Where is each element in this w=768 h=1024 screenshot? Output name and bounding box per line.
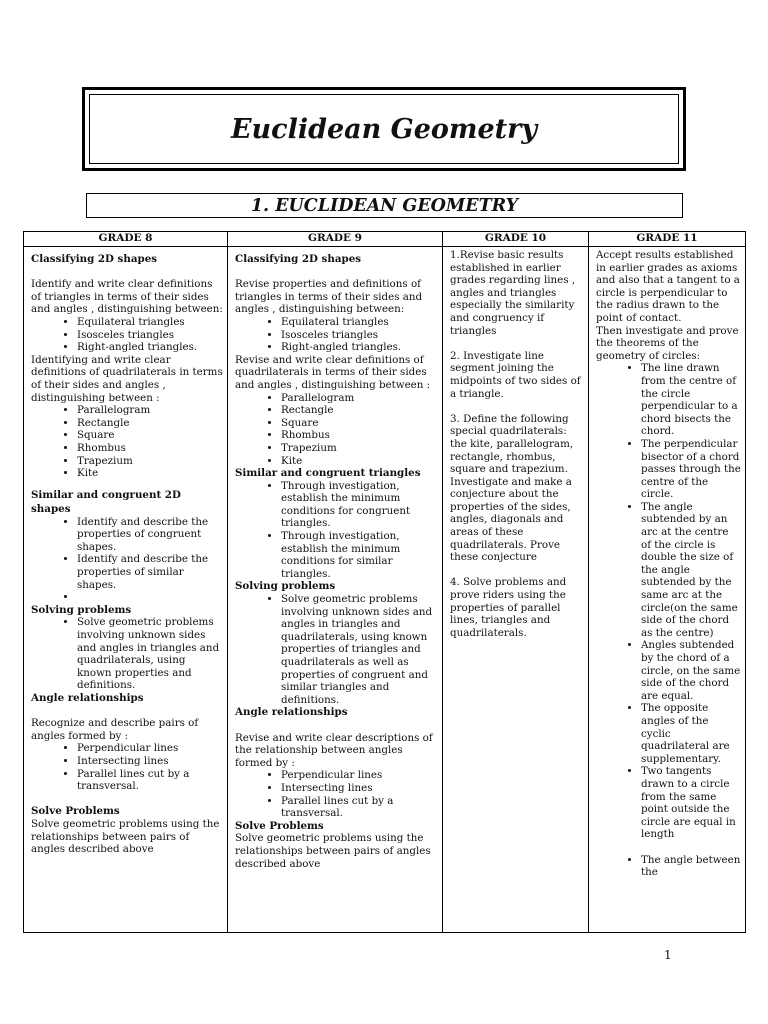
- list-item: • Kite: [281, 455, 438, 468]
- g10-point-2: 2. Investigate line segment joining the midpoints of two sides of a triangle.: [450, 349, 581, 400]
- list-item: • Trapezium: [281, 442, 438, 455]
- g8-similar-list: [31, 516, 223, 604]
- title-box: [82, 87, 686, 171]
- list-item: • Perpendicular lines: [77, 742, 223, 755]
- g8-solve-problems-text: Solve geometric problems using the relationships between pairs of angles described above: [31, 817, 220, 856]
- list-item: • Identify and describe the properties of similar shapes.: [77, 553, 223, 591]
- g9-quadrilaterals-intro: Revise and write clear definitions of quadrilaterals in terms of their sides and angles , distinguishing between :: [235, 353, 431, 391]
- g9-heading-angles: Angle relationships: [235, 706, 348, 719]
- grade-8-cell: [24, 247, 228, 933]
- list-item: • Through investigation, establish the minimum conditions for similar triangles.: [281, 530, 438, 580]
- page-number: 1: [664, 948, 672, 962]
- list-item: • Parallelogram: [77, 404, 223, 417]
- g8-quadrilaterals-intro: Identifying and write clear definitions of quadrilaterals in terms of their sides and angles , distinguishing between :: [31, 353, 223, 404]
- list-item: • The angle subtended by an arc at the centre of the circle is double the size of the angle subtended by the same arc at the circle(on the same side of the chord as the centre): [641, 501, 741, 640]
- g9-angles-list: [235, 769, 438, 819]
- list-item: • Rhombus: [77, 442, 223, 455]
- g9-triangle-list: [235, 316, 438, 354]
- list-item: • Equilateral triangles: [281, 316, 438, 329]
- list-item: • Identify and describe the properties of congruent shapes.: [77, 516, 223, 554]
- g8-triangle-list: [31, 316, 223, 354]
- grade-9-cell: [228, 247, 443, 933]
- list-item-empty: [77, 591, 223, 604]
- list-item: • Rectangle: [77, 417, 223, 430]
- list-item: • Solve geometric problems involving unknown sides and angles in triangles and quadrilaterals, using known properties and definitions.: [77, 616, 223, 692]
- g8-heading-solving: Solving problems: [31, 603, 132, 616]
- g8-solving-list: [31, 616, 223, 692]
- list-item: • Kite: [77, 467, 223, 480]
- curriculum-table: [23, 231, 746, 933]
- list-item: • Intersecting lines: [77, 755, 223, 768]
- g9-heading-solving: Solving problems: [235, 580, 336, 593]
- title-inner-frame: [89, 94, 679, 164]
- grade-11-cell: [589, 247, 746, 933]
- list-item: • The perpendicular bisector of a chord passes through the centre of the circle.: [641, 438, 741, 501]
- g11-intro: Accept results established in earlier grades as axioms and also that a tangent to a circle is perpendicular to the radius drawn to the point of contact.: [596, 249, 740, 324]
- list-item: • Parallel lines cut by a transversal.: [281, 795, 438, 820]
- header-grade-9: GRADE 9: [228, 232, 443, 247]
- g8-heading-angles: Angle relationships: [31, 692, 144, 704]
- g11-investigate: Then investigate and prove the theorems of the geometry of circles:: [596, 324, 739, 362]
- g9-heading-solve-problems: Solve Problems: [235, 819, 324, 832]
- list-item: • The line drawn from the centre of the circle perpendicular to a chord bisects the chord.: [641, 362, 741, 438]
- g9-heading-classifying: Classifying 2D shapes: [235, 253, 362, 265]
- g10-point-3: 3. Define the following special quadrilaterals: the kite, parallelogram, rectangle, rhombus, square and trapezium. Investigate and make a conjecture about the properties of the sides, angles, diagonals and areas of these quadrilaterals. Prove these conjecture: [450, 412, 574, 564]
- header-grade-10: GRADE 10: [443, 232, 589, 247]
- list-item: • The angle between the: [641, 854, 741, 879]
- list-item: • Rectangle: [281, 404, 438, 417]
- g8-quadrilateral-list: [31, 404, 223, 480]
- g11-theorem-list: [596, 362, 741, 841]
- list-item: • Intersecting lines: [281, 782, 438, 795]
- header-grade-8: GRADE 8: [24, 232, 228, 247]
- g10-point-1: 1.Revise basic results established in earlier grades regarding lines , angles and triangles especially the similarity and congruency if triangles: [450, 249, 576, 337]
- list-item: • Perpendicular lines: [281, 769, 438, 782]
- g8-angles-list: [31, 742, 223, 792]
- g11-theorem-list-cont: [596, 854, 741, 879]
- g8-heading-solve-problems: Solve Problems: [31, 805, 120, 818]
- g9-triangles-intro: Revise properties and definitions of triangles in terms of their sides and angles , distinguishing between:: [235, 278, 423, 316]
- list-item: • Parallelogram: [281, 392, 438, 405]
- list-item: • Through investigation, establish the minimum conditions for congruent triangles.: [281, 480, 438, 530]
- list-item: • Right-angled triangles.: [281, 341, 438, 354]
- list-item: • Trapezium: [77, 455, 223, 468]
- g8-angles-intro: Recognize and describe pairs of angles formed by :: [31, 717, 199, 742]
- g8-triangles-intro: Identify and write clear definitions of triangles in terms of their sides and angles , distinguishing between:: [31, 278, 223, 316]
- content-row: [24, 247, 746, 933]
- list-item: • Square: [281, 417, 438, 430]
- grade-10-cell: [443, 247, 589, 933]
- list-item: • Equilateral triangles: [77, 316, 223, 329]
- list-item: • Square: [77, 429, 223, 442]
- list-item: • Angles subtended by the chord of a circle, on the same side of the chord are equal.: [641, 639, 741, 702]
- g9-quadrilateral-list: [235, 392, 438, 468]
- list-item: • Rhombus: [281, 429, 438, 442]
- list-item: • Isosceles triangles: [77, 329, 223, 342]
- list-item: • Two tangents drawn to a circle from the same point outside the circle are equal in length: [641, 765, 741, 841]
- g9-solving-list: [235, 593, 438, 706]
- list-item: • The opposite angles of the cyclic quadrilateral are supplementary.: [641, 702, 741, 765]
- list-item: • Solve geometric problems involving unknown sides and angles in triangles and quadrilaterals, using known properties of triangles and quadrilaterals as well as properties of congruent and similar triangles and definitions.: [281, 593, 438, 706]
- g9-heading-similar: Similar and congruent triangles: [235, 467, 421, 480]
- section-heading-box: [86, 193, 683, 218]
- g9-solve-problems-text: Solve geometric problems using the relationships between pairs of angles described above: [235, 832, 431, 870]
- list-item: • Isosceles triangles: [281, 329, 438, 342]
- document-title: Euclidean Geometry: [230, 113, 538, 145]
- g9-angles-intro: Revise and write clear descriptions of the relationship between angles formed by :: [235, 731, 433, 769]
- g9-similar-list: [235, 480, 438, 581]
- section-heading: 1. EUCLIDEAN GEOMETRY: [250, 195, 519, 216]
- g8-heading-similar: Similar and congruent 2D shapes: [31, 488, 181, 515]
- header-row: [24, 232, 746, 247]
- list-item: • Right-angled triangles.: [77, 341, 223, 354]
- g10-point-4: 4. Solve problems and prove riders using the properties of parallel lines, triangles and quadrilaterals.: [450, 576, 567, 639]
- g8-heading-classifying: Classifying 2D shapes: [31, 253, 158, 265]
- header-grade-11: GRADE 11: [589, 232, 746, 247]
- list-item: • Parallel lines cut by a transversal.: [77, 768, 223, 793]
